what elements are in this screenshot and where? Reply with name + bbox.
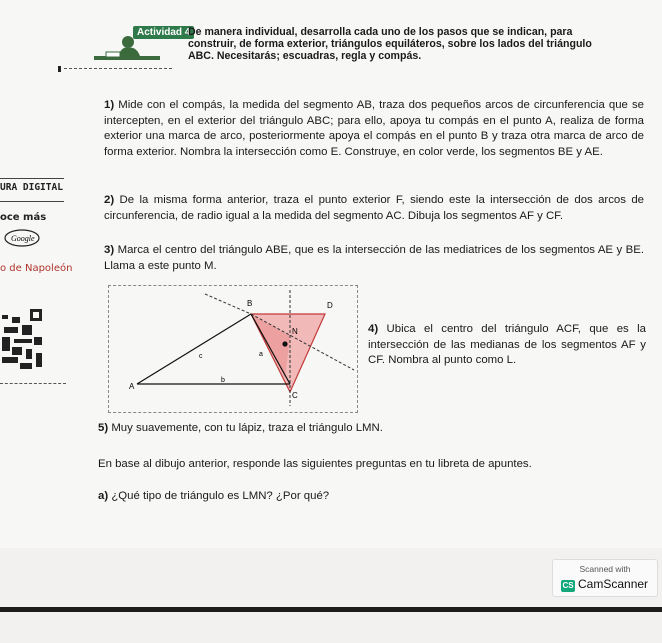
camscanner-label: CamScanner bbox=[578, 577, 649, 591]
label-a: A bbox=[129, 382, 135, 391]
scanned-with-label: Scanned with bbox=[579, 564, 631, 574]
step-number: 1) bbox=[104, 99, 115, 111]
step-3 bbox=[104, 243, 644, 274]
divider bbox=[64, 68, 172, 69]
step-text: Marca el centro del triángulo ABE, que es la intersección de las mediatrices de los segmentos AE y BE. Llama a este punto M. bbox=[104, 244, 644, 272]
reading-student-illustration bbox=[88, 34, 166, 68]
activity-intro: De manera individual, desarrolla cada uno de los pasos que se indican, para construir, de forma exterior, triángulos equiláteros, sobre los lados del triángulo ABC. Necesitarás; escuadras, regla y compás. bbox=[188, 26, 592, 62]
label-c: C bbox=[292, 391, 298, 400]
svg-text:Google: Google bbox=[11, 234, 35, 243]
camscanner-watermark bbox=[552, 559, 658, 597]
camscanner-logo-icon: CS bbox=[562, 581, 574, 590]
sidebar-more: oce más bbox=[0, 212, 47, 223]
label-side-c: c bbox=[199, 353, 203, 360]
question-a bbox=[98, 489, 638, 505]
step-text: Mide con el compás, la medida del segmento AB, traza dos pequeños arcos de circunferencia que se intercepten, en el exterior del triángulo ABC; para ello, apoya tu compás en el punto A, realiza de forma exterior una marca de arco, posteriormente apoya el compás en el punto B y traza otra marca de arco de forma exterior. Nombra la intersección como E. Construye, en color verde, los segmentos BE y AE. bbox=[104, 99, 644, 158]
step-text: Ubica el centro del triángulo ACF, que es la intersección de las medianas de los segmentos AF y CF. Nombra al punto como L. bbox=[368, 323, 646, 366]
step-4 bbox=[368, 322, 646, 369]
step-1 bbox=[104, 98, 644, 160]
step-2 bbox=[104, 193, 644, 224]
side-c bbox=[137, 314, 251, 384]
qr-code-icon[interactable] bbox=[0, 307, 44, 375]
step-number: 4) bbox=[368, 323, 379, 335]
question-text: ¿Qué tipo de triángulo es LMN? ¿Por qué? bbox=[111, 490, 330, 502]
pencil-icon bbox=[58, 66, 61, 72]
label-d: D bbox=[327, 301, 333, 310]
page-edge-band bbox=[0, 607, 662, 612]
sidebar-heading: URA DIGITAL bbox=[0, 182, 63, 193]
point-n bbox=[282, 341, 287, 346]
question-letter: a) bbox=[98, 490, 109, 502]
activity-badge: Actividad 4 bbox=[133, 26, 194, 39]
label-n: N bbox=[292, 327, 298, 336]
sidebar-divider bbox=[0, 383, 66, 384]
step-text: De la misma forma anterior, traza el punto exterior F, siendo este la intersección de dos arcos de circunferencia, de radio igual a la medida del segmento AC. Dibuja los segmentos AF y CF. bbox=[104, 194, 645, 222]
triangle-construction-figure bbox=[108, 285, 358, 413]
camscanner-brand bbox=[561, 577, 648, 592]
label-side-b: b bbox=[221, 377, 225, 384]
label-side-a: a bbox=[259, 351, 263, 358]
step-number: 5) bbox=[98, 422, 109, 434]
step-text: Muy suavemente, con tu lápiz, traza el triángulo LMN. bbox=[111, 422, 383, 434]
sidebar-napoleon-link[interactable]: o de Napoleón bbox=[0, 263, 73, 274]
step-5 bbox=[98, 421, 638, 437]
search-icon bbox=[2, 228, 42, 248]
extension-line bbox=[205, 294, 251, 314]
step-number: 2) bbox=[104, 194, 115, 206]
step-number: 3) bbox=[104, 244, 115, 256]
question-intro: En base al dibujo anterior, responde las siguientes preguntas en tu libreta de apuntes. bbox=[98, 458, 532, 470]
label-b: B bbox=[247, 299, 253, 308]
